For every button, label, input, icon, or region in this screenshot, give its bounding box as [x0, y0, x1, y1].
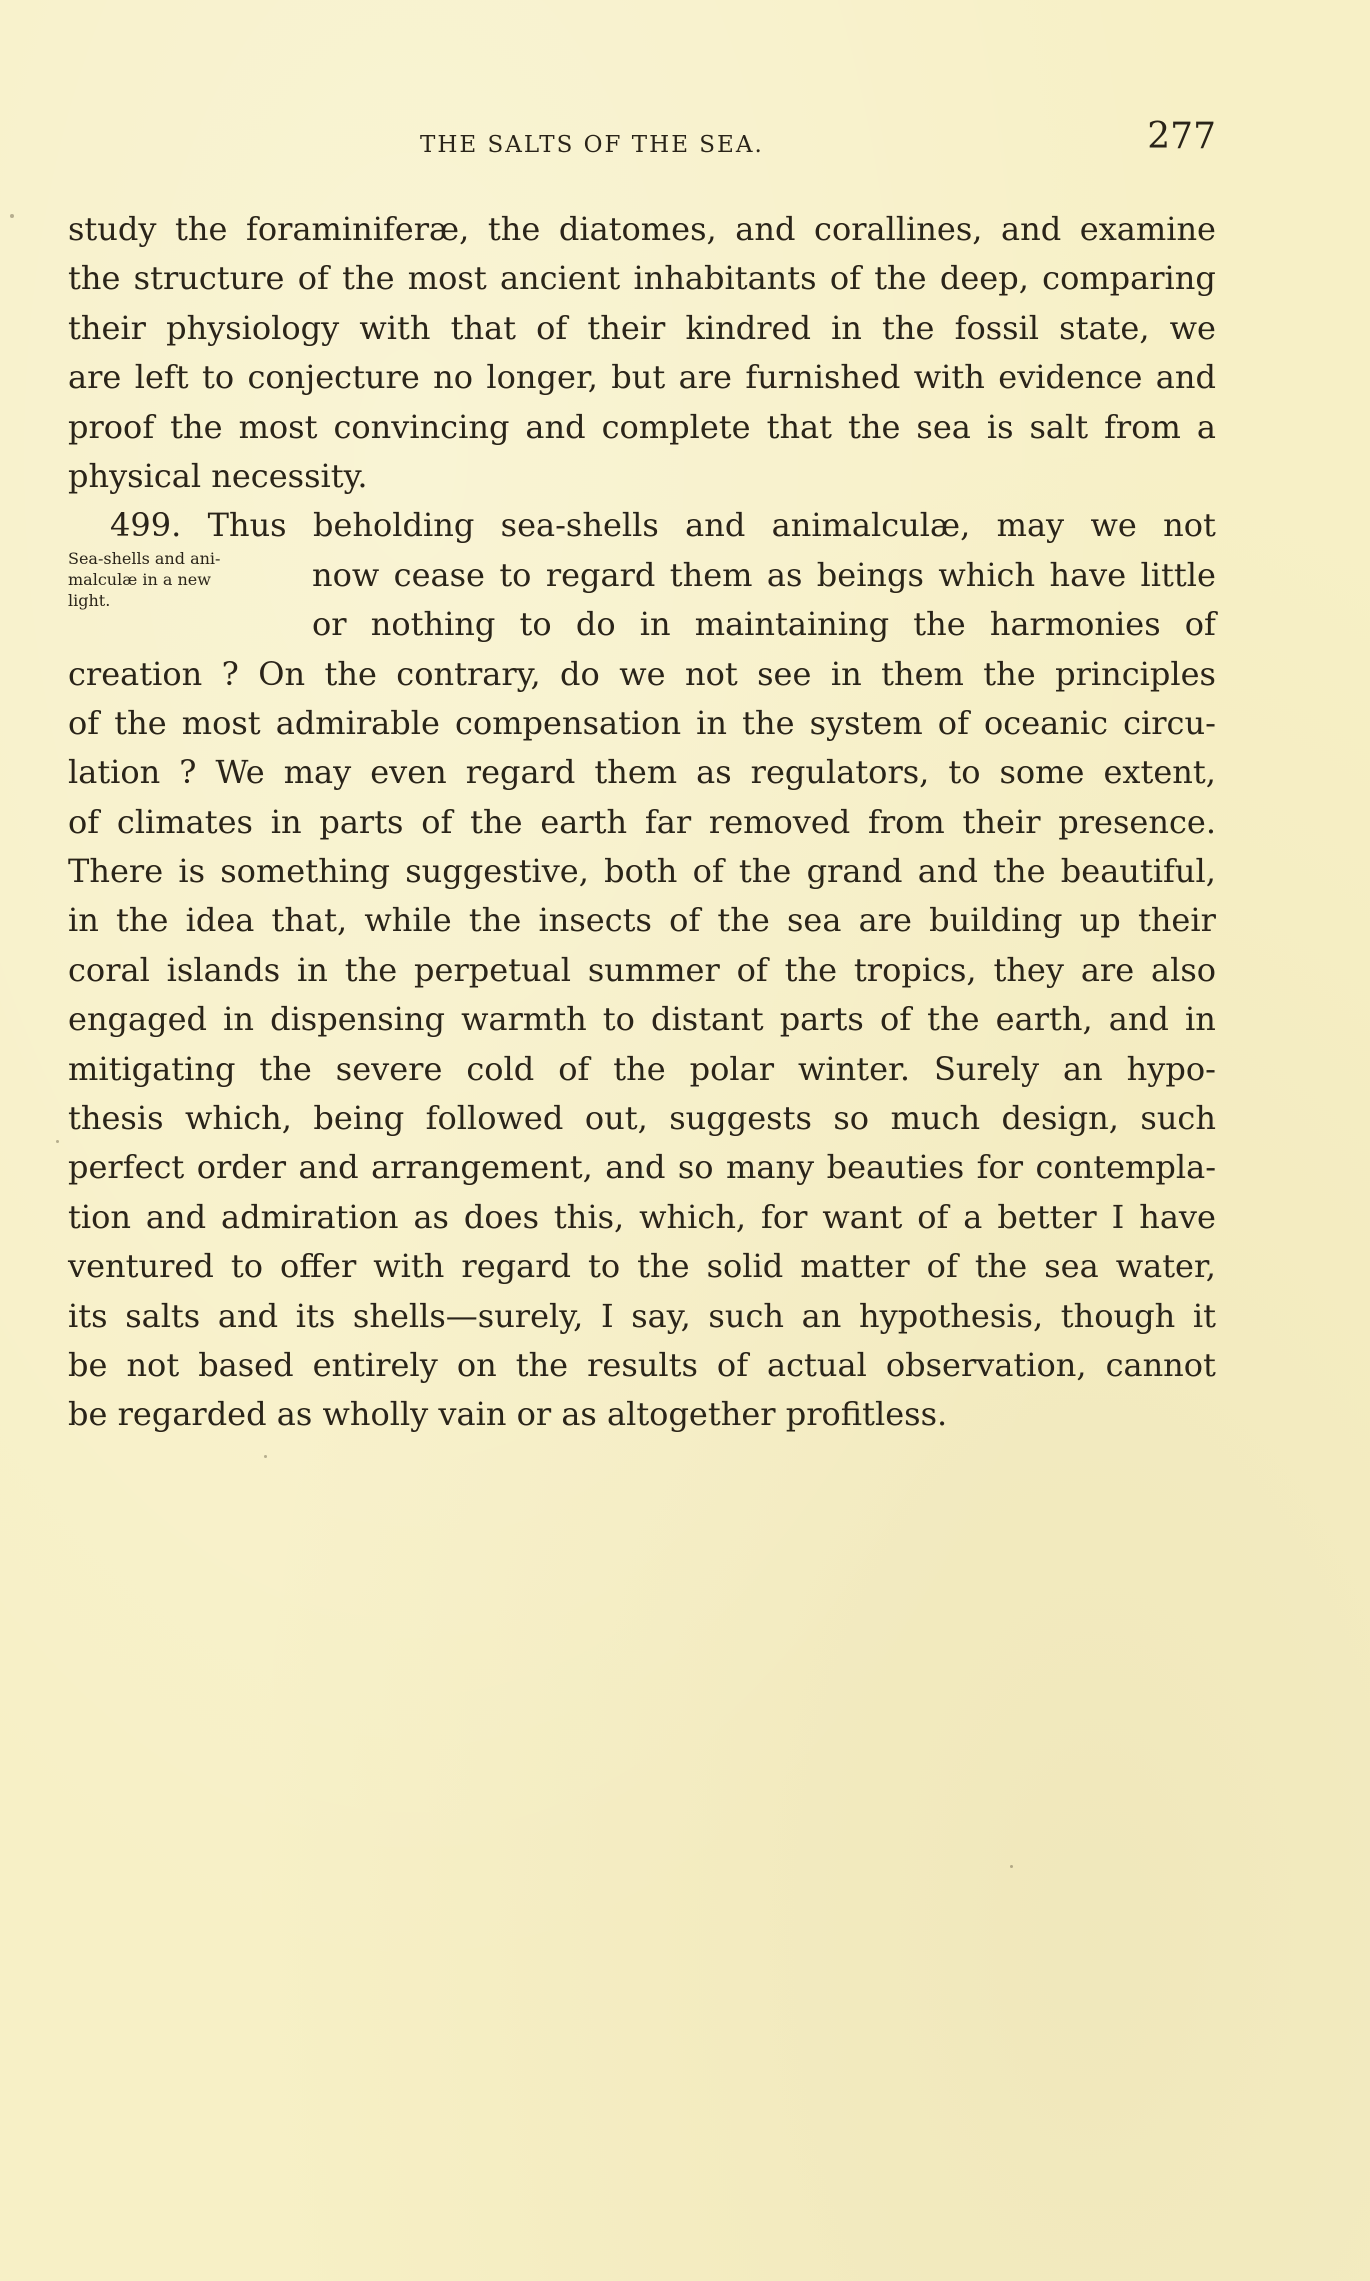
text-line: are left to conjecture no longer, but are furnished with evidence and	[68, 358, 1216, 397]
text-line: thesis which, being followed out, suggests so much design, such	[68, 1099, 1216, 1138]
paper-speck	[10, 214, 14, 218]
text-line: coral islands in the perpetual summer of the tropics, they are also	[68, 950, 1216, 989]
paper-speck	[56, 1140, 59, 1143]
text-line: perfect order and arrangement, and so many beauties for contempla-	[68, 1148, 1216, 1187]
text-line: creation ? On the contrary, do we not see in them the principles	[68, 654, 1216, 693]
text-line: now cease to regard them as beings which have little	[312, 555, 1216, 594]
text-line: There is something suggestive, both of the grand and the beautiful,	[68, 852, 1216, 891]
text-line: study the foraminiferæ, the diatomes, and corallines, and examine	[68, 210, 1216, 248]
paper-speck	[264, 1455, 267, 1458]
page-header	[0, 116, 1370, 172]
marginal-note-line: Sea-shells and ani-	[68, 549, 221, 568]
running-head: THE SALTS OF THE SEA.	[420, 132, 764, 158]
text-line: the structure of the most ancient inhabitants of the deep, comparing	[68, 259, 1216, 298]
text-line: physical necessity.	[68, 456, 368, 495]
page-number: 277	[1147, 116, 1216, 157]
text-line: or nothing to do in maintaining the harmonies of	[312, 605, 1216, 644]
text-line: engaged in dispensing warmth to distant parts of the earth, and in	[68, 1000, 1216, 1039]
text-line: be regarded as wholly vain or as altogether profitless.	[68, 1395, 948, 1434]
text-line: ventured to offer with regard to the solid matter of the sea water,	[68, 1247, 1216, 1286]
body-text	[68, 205, 1216, 1440]
marginal-note-line: light.	[68, 591, 111, 610]
text-line: their physiology with that of their kindred in the fossil state, we	[68, 308, 1216, 347]
text-line: mitigating the severe cold of the polar winter. Surely an hypo-	[68, 1049, 1216, 1088]
paper-speck	[1010, 1865, 1013, 1868]
text-line: 499. Thus beholding sea-shells and animalculæ, may we not	[110, 506, 1216, 545]
text-line: in the idea that, while the insects of the sea are building up their	[68, 901, 1216, 940]
text-line: be not based entirely on the results of actual observation, cannot	[68, 1345, 1216, 1384]
marginal-note-line: malculæ in a new	[68, 570, 211, 589]
text-line: of the most admirable compensation in the system of oceanic circu-	[68, 703, 1216, 742]
text-line: proof the most convincing and complete that the sea is salt from a	[68, 407, 1216, 446]
text-line: tion and admiration as does this, which, for want of a better I have	[68, 1197, 1216, 1236]
text-line: its salts and its shells—surely, I say, such an hypothesis, though it	[68, 1296, 1216, 1335]
text-line: lation ? We may even regard them as regulators, to some extent,	[68, 753, 1216, 792]
text-line: of climates in parts of the earth far removed from their presence.	[68, 802, 1216, 841]
